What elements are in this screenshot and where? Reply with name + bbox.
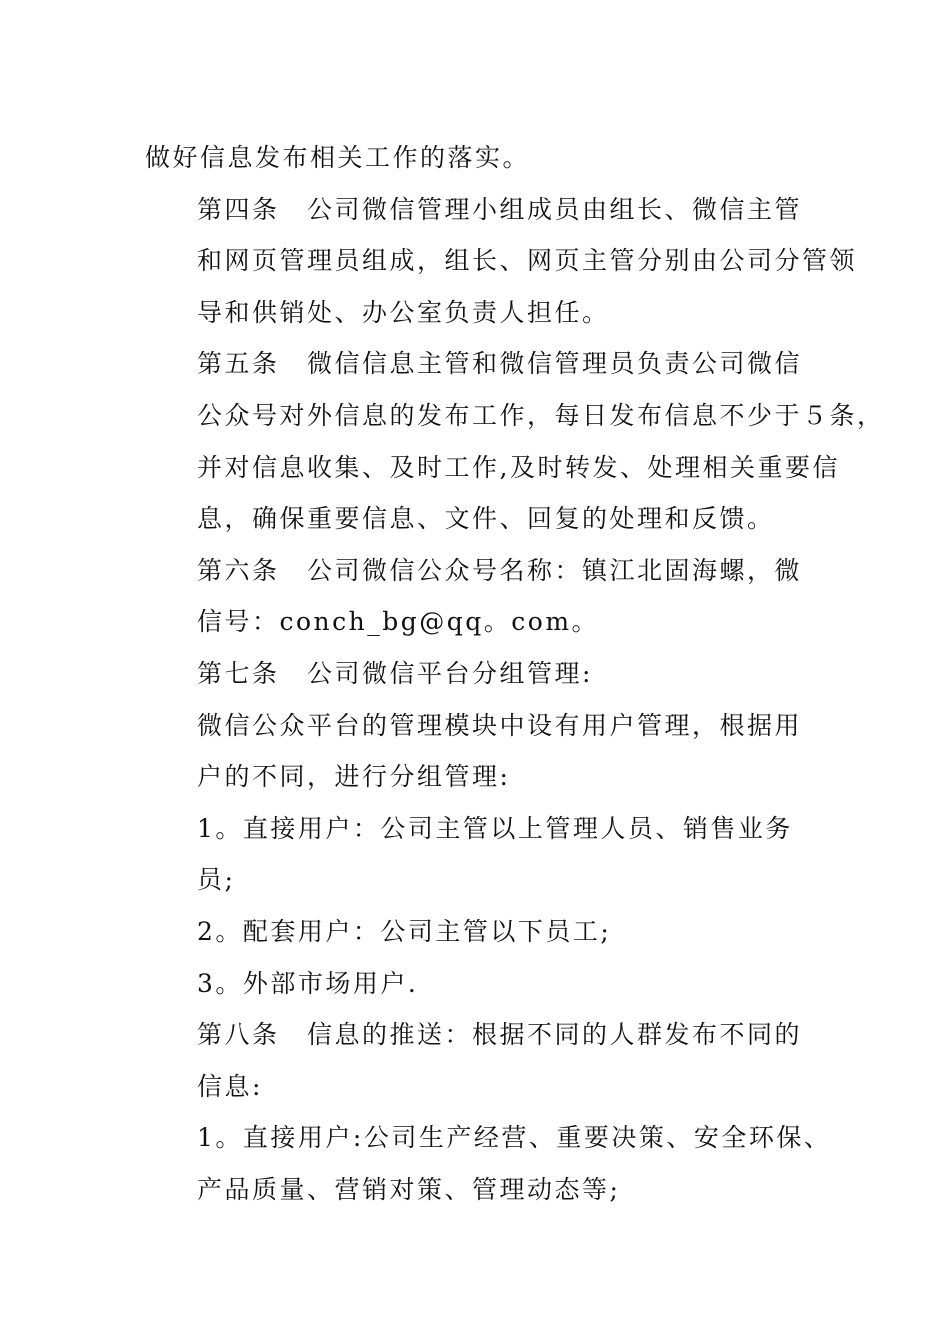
paragraph-article-5 <box>145 338 885 544</box>
document-body <box>145 132 885 1215</box>
text-line: 和网页管理员组成，组长、网页主管分别由公司分管领 <box>197 246 858 276</box>
paragraph-article-6 <box>145 545 803 648</box>
paragraph-article-8 <box>145 1009 803 1112</box>
text-line: 公众号对外信息的发布工作，每日发布信息不少于５条， <box>197 400 885 430</box>
paragraph-user-management <box>145 700 803 803</box>
paragraph-article-4 <box>145 184 858 339</box>
paragraph-continuation <box>145 132 785 184</box>
paragraph-article-7 <box>145 648 785 700</box>
text-line: 第七条 公司微信平台分组管理: <box>197 658 593 688</box>
text-line: 信息: <box>197 1071 263 1101</box>
text-line: 微信公众平台的管理模块中设有用户管理，根据用 <box>197 710 803 740</box>
text-line: 产品质量、营销对策、管理动态等; <box>197 1174 621 1204</box>
text-line: 第五条 微信信息主管和微信管理员负责公司微信 <box>197 349 803 379</box>
text-line: 导和供销处、办公室负责人担任。 <box>197 297 610 327</box>
text-line: 第八条 信息的推送：根据不同的人群发布不同的 <box>197 1020 803 1050</box>
text-line: 第四条 公司微信管理小组成员由组长、微信主管 <box>197 194 803 224</box>
list-item-direct-users-info <box>145 1112 832 1215</box>
text-line: 第六条 公司微信公众号名称：镇江北固海螺，微 <box>197 555 803 585</box>
text-line: 户的不同，进行分组管理: <box>197 762 511 792</box>
text-line: 3。外部市场用户. <box>197 968 419 998</box>
text-line: 信号：conch_bg@qq。com。 <box>197 607 600 637</box>
text-line: 做好信息发布相关工作的落实。 <box>145 143 531 172</box>
text-line: 1。直接用户:公司生产经营、重要决策、安全环保、 <box>197 1123 832 1153</box>
list-item-support-users <box>145 906 785 958</box>
text-line: 员; <box>197 865 236 895</box>
text-line: 息，确保重要信息、文件、回复的处理和反馈。 <box>197 504 775 534</box>
text-line: 并对信息收集、及时工作,及时转发、处理相关重要信 <box>197 452 840 482</box>
list-item-direct-users <box>145 803 793 906</box>
text-line: 1。直接用户：公司主管以上管理人员、销售业务 <box>197 813 793 843</box>
text-line: 2。配套用户：公司主管以下员工; <box>197 916 612 946</box>
list-item-external-users <box>145 958 785 1010</box>
